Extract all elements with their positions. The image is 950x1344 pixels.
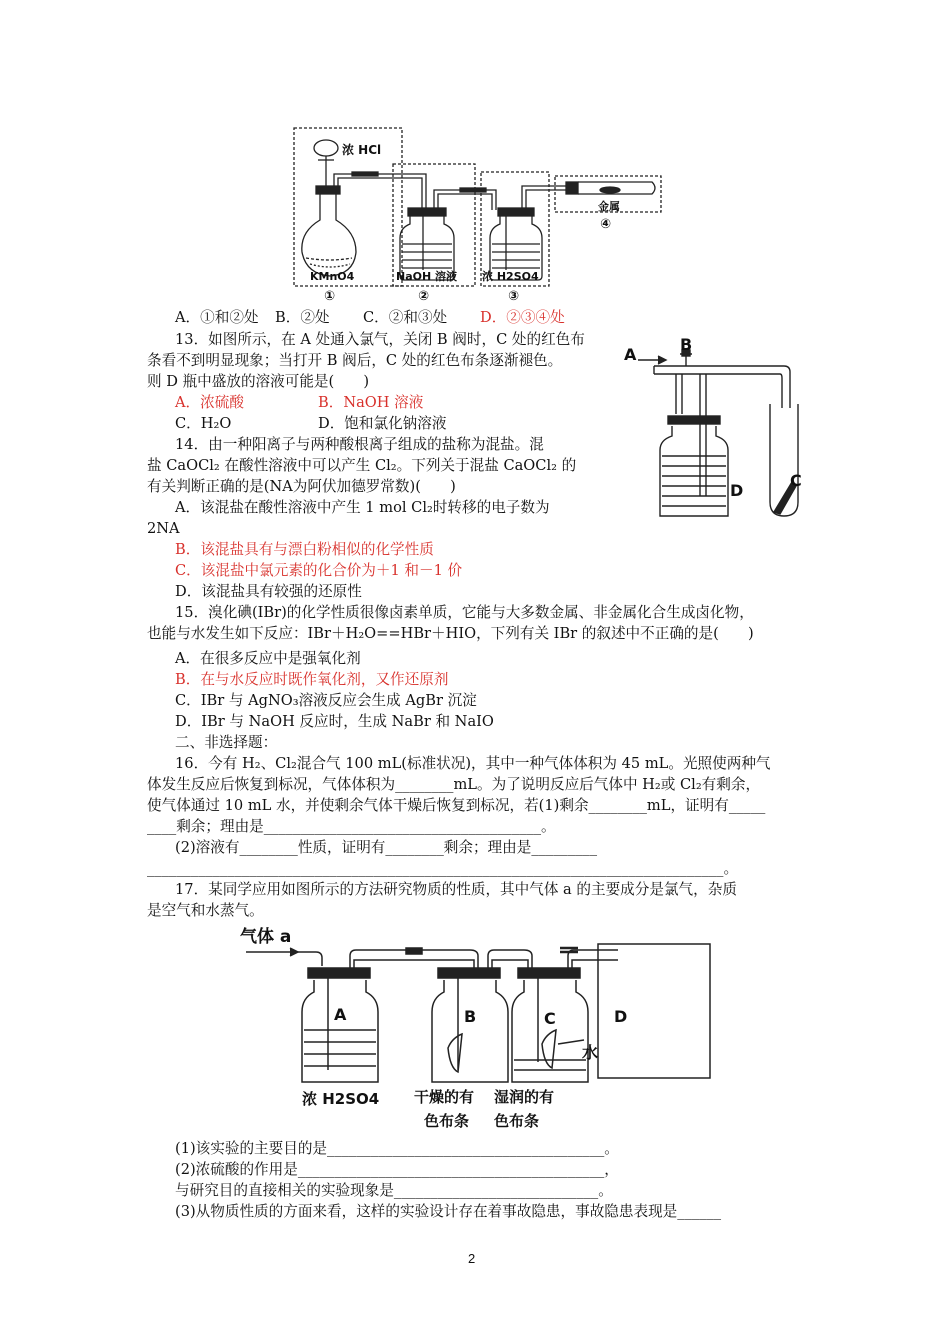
q12-option-d: D．②③④处 xyxy=(480,309,565,326)
q15-option-d: D．IBr 与 NaOH 反应时，生成 NaBr 和 NaIO xyxy=(175,713,494,730)
fig1-naoh-label: NaOH 溶液 xyxy=(396,270,458,283)
q16-text-3: 使气体通过 10 mL 水，并使剩余气体干燥后恢复到标况，若(1)剩余________mL，证明有_____ xyxy=(147,797,766,814)
fig2-label-d: D xyxy=(730,481,744,500)
q14-option-a-2: 2NA xyxy=(147,520,180,537)
q13-option-b: B．NaOH 溶液 xyxy=(318,394,424,411)
q14-text-2: 盐 CaOCl₂ 在酸性溶液中可以产生 Cl₂。下列关于混盐 CaOCl₂ 的 xyxy=(147,457,577,474)
fig1-h2so4-label: 浓 H2SO4 xyxy=(482,270,539,283)
apparatus-figure-1 xyxy=(290,124,670,304)
q13-option-c: C．H₂O xyxy=(175,415,232,432)
q14-option-a-1: A．该混盐在酸性溶液中产生 1 mol Cl₂时转移的电子数为 xyxy=(175,499,550,516)
fig1-n3: ③ xyxy=(508,289,520,304)
q13-option-d: D．饱和氯化钠溶液 xyxy=(318,415,447,432)
q13-option-a: A．浓硫酸 xyxy=(175,394,244,411)
q12-option-c: C．②和③处 xyxy=(363,309,448,326)
q15-option-b: B．在与水反应时既作氧化剂，又作还原剂 xyxy=(175,671,449,688)
q15-text-1: 15．溴化碘(IBr)的化学性质很像卤素单质，它能与大多数金属、非金属化合生成卤化物， xyxy=(175,604,754,621)
q15-option-a: A．在很多反应中是强氧化剂 xyxy=(175,650,361,667)
q16-text-2: 体发生反应后恢复到标况，气体体积为________mL。为了说明反应后气体中 H₂或 Cl₂有剩余， xyxy=(147,776,761,793)
fig3-dry-label-1: 干燥的有 xyxy=(414,1088,475,1106)
q16-text-4: ____剩余；理由是______________________________________。 xyxy=(147,818,556,835)
fig1-metal-label: 金属 xyxy=(598,200,620,213)
fig3-gas-label: 气体 a xyxy=(240,927,292,947)
q13-text-1: 13．如图所示，在 A 处通入氯气，关闭 B 阀时，C 处的红色布 xyxy=(175,331,585,348)
fig1-n4: ④ xyxy=(600,217,612,232)
fig3-label-d: D xyxy=(614,1007,628,1026)
fig3-dry-label-2: 色布条 xyxy=(424,1112,470,1130)
fig1-n1: ① xyxy=(324,289,336,304)
fig1-hcl-label: 浓 HCl xyxy=(342,143,382,157)
fig3-wet-label-2: 色布条 xyxy=(494,1112,540,1130)
apparatus-figure-2 xyxy=(624,336,824,526)
q16-text-5: (2)溶液有________性质，证明有________剩余；理由是_________ xyxy=(175,839,598,856)
fig3-water-label: 水 xyxy=(582,1043,599,1062)
q14-text-3: 有关判断正确的是(NA为阿伏加德罗常数)( ) xyxy=(147,478,456,495)
q12-option-b: B．②处 xyxy=(275,309,330,326)
q17-text-2: 是空气和水蒸气。 xyxy=(147,902,264,919)
q14-option-d: D．该混盐具有较强的还原性 xyxy=(175,583,362,600)
q16-text-6: _______________________________________________________________________________。 xyxy=(147,860,739,877)
q13-text-3: 则 D 瓶中盛放的溶液可能是( ) xyxy=(147,373,370,390)
q17-sub-3: 与研究目的直接相关的实验现象是____________________________。 xyxy=(175,1182,613,1199)
q17-sub-4: (3)从物质性质的方面来看，这样的实验设计存在着事故隐患，事故隐患表现是______ xyxy=(175,1203,722,1220)
q14-option-c: C．该混盐中氯元素的化合价为＋1 和－1 价 xyxy=(175,562,463,579)
q17-sub-2: (2)浓硫酸的作用是__________________________________________， xyxy=(175,1161,619,1178)
fig3-label-c: C xyxy=(544,1009,556,1028)
section-heading: 二、非选择题： xyxy=(175,734,278,751)
fig2-label-b: B xyxy=(680,336,693,354)
fig1-n2: ② xyxy=(418,289,430,304)
q14-text-1: 14．由一种阳离子与两种酸根离子组成的盐称为混盐。混 xyxy=(175,436,544,453)
page-number: 2 xyxy=(468,1251,476,1266)
q16-text-1: 16．今有 H₂、Cl₂混合气 100 mL(标准状况)，其中一种气体体积为 45 mL。光照使两种气 xyxy=(175,755,771,772)
q17-sub-1: (1)该实验的主要目的是______________________________________。 xyxy=(175,1140,619,1157)
q14-option-b: B．该混盐具有与漂白粉相似的化学性质 xyxy=(175,541,434,558)
fig1-kmno4-label: KMnO4 xyxy=(310,270,355,283)
apparatus-figure-3 xyxy=(238,922,718,1134)
q17-text-1: 17．某同学应用如图所示的方法研究物质的性质，其中气体 a 的主要成分是氯气，杂质 xyxy=(175,881,737,898)
q13-text-2: 条看不到明显现象；当打开 B 阀后，C 处的红色布条逐渐褪色。 xyxy=(147,352,563,369)
fig3-label-a: A xyxy=(334,1005,347,1024)
fig2-label-c: C xyxy=(790,471,802,490)
q12-option-a: A．①和②处 xyxy=(175,309,259,326)
fig3-wet-label-1: 湿润的有 xyxy=(494,1088,555,1106)
q15-option-c: C．IBr 与 AgNO₃溶液反应会生成 AgBr 沉淀 xyxy=(175,692,477,709)
q15-text-2: 也能与水发生如下反应：IBr＋H₂O==HBr＋HIO，下列有关 IBr 的叙述中不正确的是( ) xyxy=(147,625,754,642)
fig2-label-a: A xyxy=(624,345,637,364)
fig3-conc-label: 浓 H2SO4 xyxy=(302,1090,380,1108)
fig3-label-b: B xyxy=(464,1007,477,1026)
